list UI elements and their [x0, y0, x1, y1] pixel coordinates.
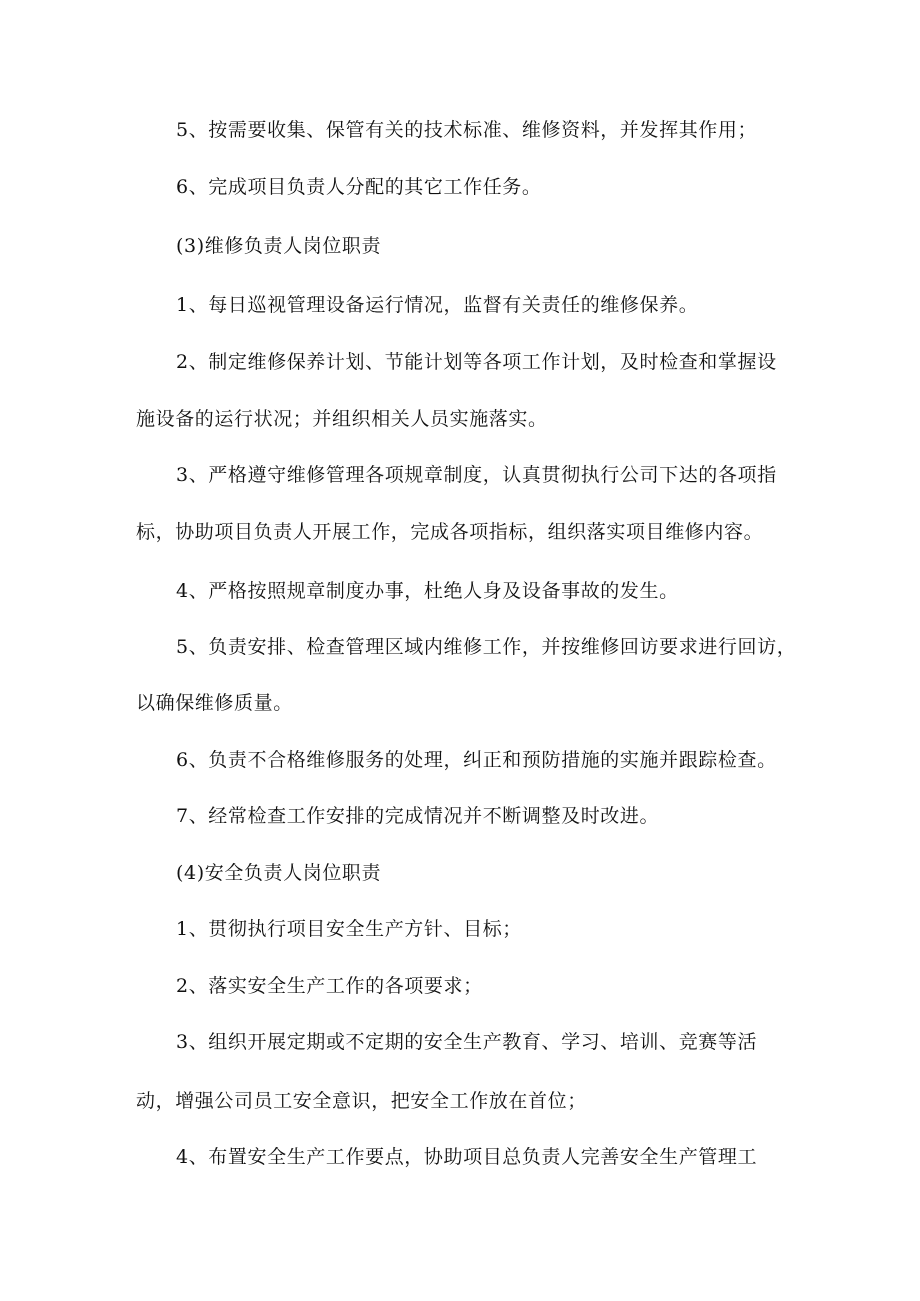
paragraph-line: 1、每日巡视管理设备运行情况，监督有关责任的维修保养。 — [176, 294, 699, 316]
paragraph-line: 5、按需要收集、保管有关的技术标准、维修资料，并发挥其作用； — [176, 119, 758, 141]
paragraph-line: 6、完成项目负责人分配的其它工作任务。 — [176, 176, 542, 198]
paragraph-line: 3、组织开展定期或不定期的安全生产教育、学习、培训、竞赛等活 — [176, 1031, 758, 1053]
paragraph-line: 施设备的运行状况；并组织相关人员实施落实。 — [136, 408, 548, 430]
paragraph-line: 标，协助项目负责人开展工作，完成各项指标，组织落实项目维修内容。 — [136, 521, 764, 543]
paragraph-line: 7、经常检查工作安排的完成情况并不断调整及时改进。 — [176, 805, 660, 827]
paragraph-line: 3、严格遵守维修管理各项规章制度，认真贯彻执行公司下达的各项指 — [176, 464, 777, 486]
paragraph-line: 5、负责安排、检查管理区域内维修工作，并按维修回访要求进行回访， — [176, 636, 797, 658]
paragraph-line: 1、贯彻执行项目安全生产方针、目标； — [176, 918, 522, 940]
paragraph-line: 以确保维修质量。 — [136, 692, 293, 714]
paragraph-line: 4、布置安全生产工作要点，协助项目总负责人完善安全生产管理工 — [176, 1146, 758, 1168]
paragraph-line: 6、负责不合格维修服务的处理，纠正和预防措施的实施并跟踪检查。 — [176, 749, 777, 771]
paragraph-line: 4、严格按照规章制度办事，杜绝人身及设备事故的发生。 — [176, 580, 679, 602]
paragraph-line: 2、制定维修保养计划、节能计划等各项工作计划，及时检查和掌握设 — [176, 351, 777, 373]
paragraph-line: 2、落实安全生产工作的各项要求； — [176, 975, 483, 997]
section-heading: (4)安全负责人岗位职责 — [176, 862, 382, 884]
paragraph-line: 动，增强公司员工安全意识，把安全工作放在首位； — [136, 1090, 587, 1112]
section-heading: (3)维修负责人岗位职责 — [176, 235, 382, 257]
